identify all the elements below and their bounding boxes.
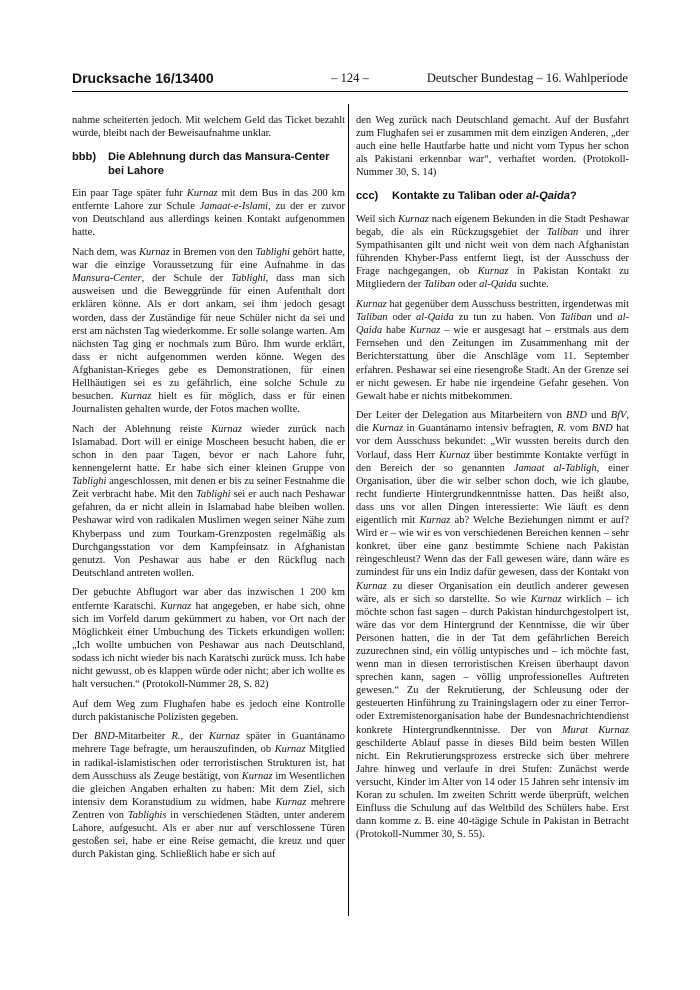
- section-heading-ccc: ccc) Kontakte zu Taliban oder al-Qaida?: [356, 190, 577, 203]
- right-column: [356, 114, 629, 848]
- paragraph: den Weg zurück nach Deutschland gemacht. Auf der Busfahrt zum Flughafen sei er zusammen mit dem einzigen Anderen, „der auch eine helle Hautfarbe hatte und nicht vom Typus her schon als Pakistani erkennbar war“, verhaftet worden. (Protokoll-Nummer 30, S. 14): [356, 115, 629, 179]
- column-divider: [348, 104, 349, 916]
- paragraph: Nach dem, was Kurnaz in Bremen von den Tablighi gehört hatte, war die einzige Voraussetzung für eine Aufnahme in das Mansura-Center, der Schule der Tablighi, dass man sich ausweisen und die Beweggründe für einen Aufenthalt dort erklären könne. Als er dort ankam, sei ihm jedoch gesagt worden, dass der Zuständige für neue Schüler nicht da sei und erst am nächsten Tag wiederkomme. Er solle solange warten. Am nächsten Tag ging er nochmals zum Büro. Ihm wurde erklärt, dass er nicht aufgenommen werden könne. Wegen des Afghanistan-Krieges gebe es Demonstrationen, für einen Hellhäutigen sei es zu gefährlich, eine solche Schule zu besuchen. Kurnaz hielt es für möglich, dass er für einen Journalisten gehalten wurde, der Fotos machen wollte.: [72, 247, 346, 416]
- drucksache-number: Drucksache 16/13400: [72, 70, 214, 86]
- paragraph: nahme scheiterten jedoch. Mit welchem Geld das Ticket bezahlt wurde, bleibt nach der Beweisaufnahme unklar.: [72, 115, 345, 140]
- paragraph: Kurnaz hat gegenüber dem Ausschuss bestritten, irgendetwas mit Taliban oder al-Qaida zu tun zu haben. Von Taliban und al-Qaida habe Kurnaz – wie er ausgesagt hat – erstmals aus dem Fernsehen und den Zeitungen im Zusammenhang mit der Berichterstattung über die Anschläge vom 11. September erfahren. Peshawar sei eine riesengroße Stadt. An der Grenze sei er nicht gewesen. Er habe nie irgendeine Gefahr gesehen. Von Gewalt habe er nichts mitbekommen.: [356, 299, 630, 402]
- section-heading-bbb: bbb) Die Ablehnung durch das Mansura-Center bei Lahore: [72, 151, 330, 177]
- paragraph: Auf dem Weg zum Flughafen habe es jedoch eine Kontrolle durch pakistanische Polizisten gegeben.: [72, 698, 345, 723]
- paragraph: Der BND-Mitarbeiter R., der Kurnaz später in Guantánamo mehrere Tage befragte, um herauszufinden, ob Kurnaz Mitglied in radikal-islamistischen oder terroristischen Strukturen ist, hat dem Ausschuss als Zeuge bestätigt, von Kurnaz im Wesentlichen die gleichen Angaben erhalten zu haben: Mit dem Ziel, sich intensiv dem Koranstudium zu widmen, habe Kurnaz mehrere Zentren von Tablighis in verschiedenen Städten, unter anderem Lahore, aufgesucht. Als er aber nur auf verschlossene Türen gestoßen sei, habe er eine Reise gemacht, die kreuz und quer durch Pakistan ging. Schließlich habe er sich auf: [72, 731, 346, 861]
- publisher-label: Deutscher Bundestag – 16. Wahlperiode: [426, 71, 628, 85]
- paragraph: Der gebuchte Abflugort war aber das inzwischen 1 200 km entfernte Karatschi. Kurnaz hat angegeben, er habe sich, ohne sich im Vorfeld darum gekümmert zu haben, vor Ort nach der Möglichkeit einer Umbuchung des Tickets erkundigen wollen: „Ich wollte umbuchen von Peshawar aus nach Deutschland, sodass ich nicht wieder bis nach Karatschi zurück muss. Ich habe nicht gewusst, ob es klappen würde oder nicht; aber ich wollte es halt versuchen.“ (Protokoll-Nummer 28, S. 82): [72, 587, 345, 691]
- page-header: [72, 70, 628, 90]
- paragraph: Ein paar Tage später fuhr Kurnaz mit dem Bus in das 200 km entfernte Lahore zur Schule Jamaat-e-Islami, zu der er zuvor von Deutschland aus allerdings keinen Kontakt aufgenommen hatte.: [72, 188, 345, 239]
- header-rule: [72, 91, 628, 92]
- paragraph: Nach der Ablehnung reiste Kurnaz wieder zurück nach Islamabad. Dort will er einige Moscheen besucht haben, die er schon in den paar Tagen, bevor er nach Lahore fuhr, kennengelernt hatte. Er habe sich einer kleinen Gruppe von Tablighi angeschlossen, mit denen er bis zu seiner Festnahme die Zeit verbracht habe. Mit den Tablighi sei er auch nach Peshawar gefahren, da er nicht allein in Islamabad habe bleiben wollen. Peshawar wird von radikalen Muslimen wegen seiner Nähe zum Khyberpass und zum Tourkam-Grenzposten regelmäßig als Durchgangsstation vor dem Kampfeinsatz in Afghanistan genutzt. Von Peshawar aus habe er den Rückflug nach Deutschland antreten wollen.: [72, 423, 345, 579]
- left-column: [72, 114, 345, 868]
- page-number: – 124 –: [331, 71, 369, 85]
- paragraph: Der Leiter der Delegation aus Mitarbeitern von BND und BfV, die Kurnaz in Guantánamo intensiv befragten, R. vom BND hat vor dem Ausschuss bekundet: „Wir wussten bereits durch den Vorlauf, dass Herr Kurnaz über bestimmte Kontakte verfügt in den Bereich der so genannten Jamaat al-Tabligh, einer Organisation, über die wir selber schon doch, wie ich glaube, recht fundierte Hintergrundkenntnisse hatten. Das heißt also, dass uns vor allen Dingen interessierte: Wie läuft es denn eigentlich mit Kurnaz ab? Welche Beziehungen nimmt er auf? Wird er – wie wir es von verschiedenen Bereichen kennen – sehr konkret, über eine ganz bestimmte Schiene nach Pakistan reingeschleust? Wenn das der Fall gewesen wäre, dann wäre es zumindest für uns ein Indiz dafür gewesen, dass der Kontakt von Kurnaz zu dieser Organisation ein deutlich anderer gewesen wäre, als er sich so darstellte. So wie Kurnaz wirklich – ich möchte schon fast sagen – durch Pakistan hindurchgestolpert ist, wäre das vor dem Hintergrund der Kenntnisse, die wir über Personen hatten, die in der Tat dem gefährlichen Bereich zuzurechnen sind, ein völlig untypisches und – ich möchte fast, wenn man in diesen terroristischen Kreisen überhaupt davon sprechen kann, sagen – völlig unprofessionelles Auftreten gewesen.“ Zu der Rekrutierung, der Schleusung oder der gesteuerten Hinführung zu Trainingslagern oder zu einer Terror- oder Extremistenorganisation habe der Bundesnachrichtendienst konkrete Hintergrundkenntnisse. Der von Murat Kurnaz geschilderte Ablauf passe in dieses Bild beim besten Willen nicht. Ein Rekrutierungsprozess erstrecke sich über mehrere Jahre hinweg und verlaufe in drei Stufen: Zunächst werde versucht, Kinder im Alter von 14 oder 15 Jahren sehr intensiv im Koran zu schulen. Im zweiten Schritt werde überprüft, welchen Einfluss die Schulung auf das Weltbild des Schülers habe. Erst dann komme z. B. eine 40-tägige Schule in Pakistan in Betracht (Protokoll-Nummer 30, S. 55).: [356, 410, 630, 841]
- paragraph: Weil sich Kurnaz nach eigenem Bekunden in die Stadt Peshawar begab, die als ein Rückzugsgebiet der Taliban und ihrer Sympathisanten gilt und nicht weit von dem nach Afghanistan führenden Khyber-Pass entfernt liegt, ist der Ausschuss der Frage nachgegangen, ob Kurnaz in Pakistan Kontakt zu Mitgliedern der Taliban oder al-Qaida suchte.: [356, 213, 630, 291]
